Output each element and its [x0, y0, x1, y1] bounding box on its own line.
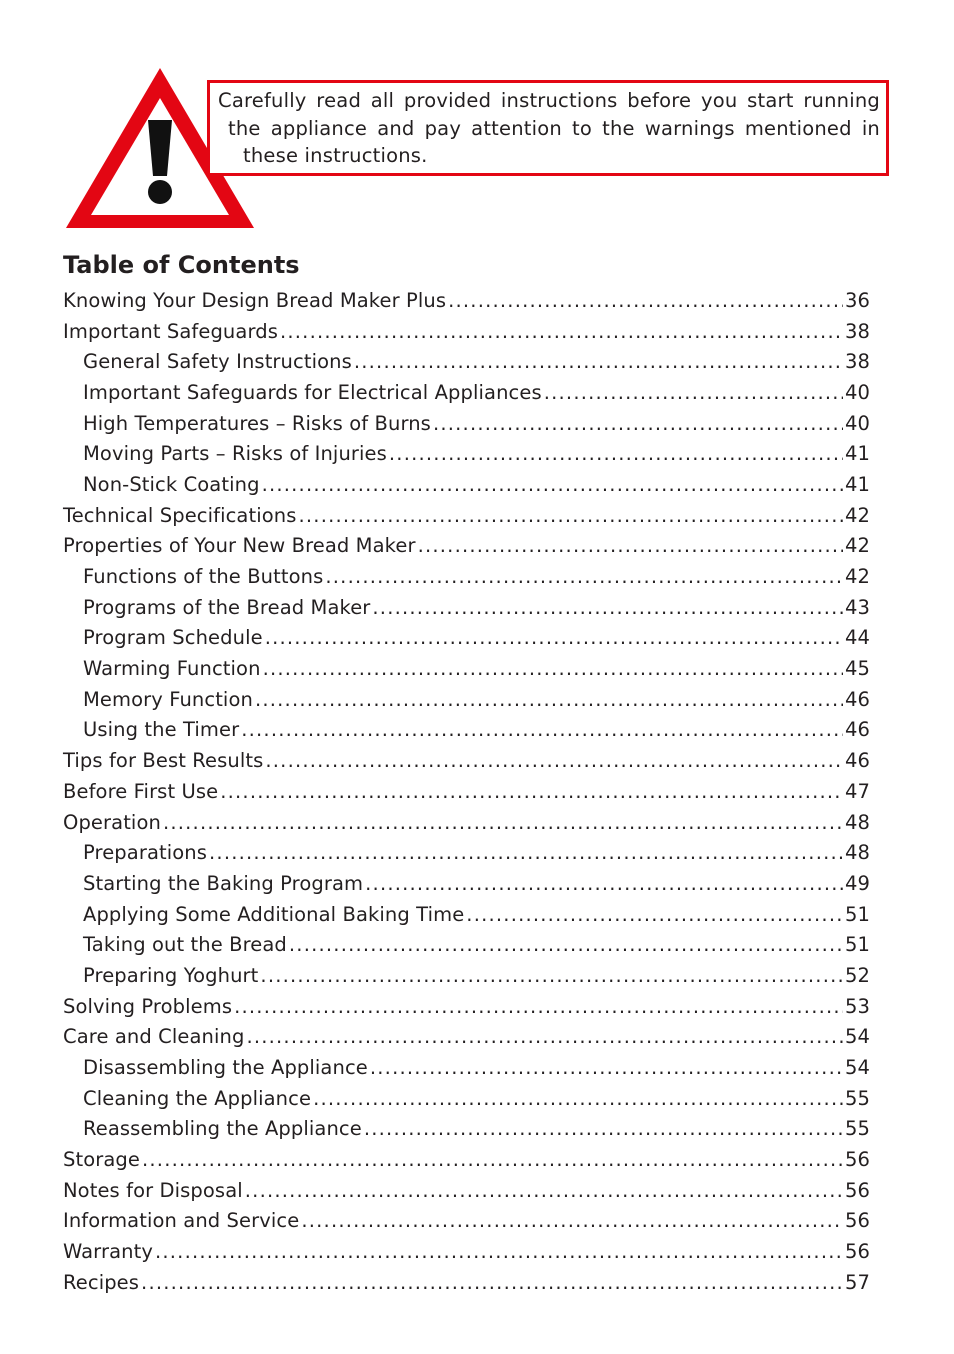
toc-entry-label: Program Schedule [83, 626, 263, 650]
table-of-contents [63, 285, 870, 1298]
toc-entry-page: 43 [844, 595, 870, 619]
toc-entry-label: Knowing Your Design Bread Maker Plus [63, 288, 447, 312]
toc-entry-label: Important Safeguards for Electrical Appliances [83, 380, 542, 404]
toc-entry-page: 49 [844, 871, 870, 895]
toc-dot-leader [365, 872, 843, 895]
toc-entry-page: 56 [844, 1178, 870, 1202]
toc-entry-label: Tips for Best Results [63, 749, 264, 773]
toc-entry-page: 56 [844, 1148, 870, 1172]
toc-entry[interactable] [63, 868, 870, 899]
toc-entry-label: Preparing Yoghurt [83, 963, 259, 987]
toc-entry-page: 40 [844, 411, 870, 435]
toc-dot-leader [255, 688, 843, 711]
toc-entry-page: 57 [844, 1270, 870, 1294]
toc-entry-page: 42 [844, 503, 870, 527]
toc-dot-leader [241, 718, 843, 741]
toc-entry-page: 51 [844, 902, 870, 926]
toc-entry-page: 36 [844, 288, 870, 312]
toc-dot-leader [354, 350, 843, 373]
toc-entry[interactable] [63, 285, 870, 316]
toc-entry-label: Care and Cleaning [63, 1025, 245, 1049]
toc-entry-page: 51 [844, 933, 870, 957]
toc-entry[interactable] [63, 899, 870, 930]
toc-entry-page: 55 [844, 1086, 870, 1110]
toc-dot-leader [155, 1240, 843, 1263]
toc-entry-label: Before First Use [63, 779, 219, 803]
toc-entry-page: 56 [844, 1240, 870, 1264]
toc-entry[interactable] [63, 1206, 870, 1237]
toc-entry[interactable] [63, 1267, 870, 1298]
toc-entry-page: 42 [844, 565, 870, 589]
toc-entry[interactable] [63, 960, 870, 991]
toc-entry-page: 38 [844, 319, 870, 343]
toc-entry-page: 46 [844, 687, 870, 711]
toc-entry[interactable] [63, 377, 870, 408]
warning-line-2: the appliance and pay attention to the warnings mentioned in [228, 116, 880, 140]
toc-entry-label: Technical Specifications [63, 503, 297, 527]
toc-entry[interactable] [63, 438, 870, 469]
toc-dot-leader [325, 565, 843, 588]
toc-dot-leader [246, 1025, 843, 1048]
toc-entry[interactable] [63, 316, 870, 347]
toc-dot-leader [263, 657, 843, 680]
toc-entry-page: 44 [844, 626, 870, 650]
toc-entry-label: Notes for Disposal [63, 1178, 243, 1202]
toc-entry-page: 40 [844, 380, 870, 404]
toc-dot-leader [262, 473, 843, 496]
warning-notice [207, 80, 889, 176]
toc-dot-leader [299, 504, 843, 527]
toc-dot-leader [448, 289, 843, 312]
toc-entry[interactable] [63, 653, 870, 684]
toc-dot-leader [265, 749, 843, 772]
toc-dot-leader [433, 412, 843, 435]
toc-entry-label: Storage [63, 1148, 140, 1172]
toc-entry-page: 55 [844, 1117, 870, 1141]
toc-entry-label: Disassembling the Appliance [83, 1056, 368, 1080]
toc-entry[interactable] [63, 1083, 870, 1114]
toc-entry-label: Applying Some Additional Baking Time [83, 902, 465, 926]
toc-entry[interactable] [63, 561, 870, 592]
toc-entry-label: Preparations [83, 841, 208, 865]
toc-entry-label: Using the Timer [83, 718, 240, 742]
toc-entry-label: Non-Stick Coating [83, 472, 260, 496]
toc-entry-label: Moving Parts – Risks of Injuries [83, 442, 387, 466]
toc-entry[interactable] [63, 469, 870, 500]
toc-entry-label: Solving Problems [63, 994, 233, 1018]
toc-dot-leader [141, 1271, 843, 1294]
toc-entry-label: Programs of the Bread Maker [83, 595, 371, 619]
toc-entry[interactable] [63, 1114, 870, 1145]
toc-dot-leader [389, 442, 843, 465]
toc-dot-leader [260, 964, 843, 987]
toc-dot-leader [466, 903, 843, 926]
warning-line-3: these instructions. [243, 144, 428, 167]
toc-entry-page: 56 [844, 1209, 870, 1233]
toc-entry-label: High Temperatures – Risks of Burns [83, 411, 431, 435]
toc-entry-page: 48 [844, 841, 870, 865]
toc-dot-leader [372, 596, 843, 619]
toc-dot-leader [301, 1209, 843, 1232]
toc-entry[interactable] [63, 623, 870, 654]
toc-entry-label: Operation [63, 810, 161, 834]
toc-entry-label: Reassembling the Appliance [83, 1117, 362, 1141]
toc-entry-label: Memory Function [83, 687, 253, 711]
toc-entry-label: Important Safeguards [63, 319, 278, 343]
toc-entry-label: Taking out the Bread [83, 933, 287, 957]
toc-entry-page: 47 [844, 779, 870, 803]
toc-entry-label: Warming Function [83, 657, 261, 681]
toc-dot-leader [364, 1117, 843, 1140]
toc-entry-label: General Safety Instructions [83, 350, 352, 374]
toc-entry[interactable] [63, 531, 870, 562]
toc-entry[interactable] [63, 929, 870, 960]
toc-entry[interactable] [63, 408, 870, 439]
toc-dot-leader [234, 995, 843, 1018]
toc-dot-leader [220, 780, 843, 803]
warning-line-1: Carefully read all provided instructions before you start running [218, 89, 880, 112]
toc-entry-label: Starting the Baking Program [83, 871, 364, 895]
toc-entry-page: 42 [844, 534, 870, 558]
toc-entry-label: Functions of the Buttons [83, 565, 324, 589]
toc-entry[interactable] [63, 776, 870, 807]
toc-entry[interactable] [63, 346, 870, 377]
toc-entry-page: 46 [844, 749, 870, 773]
toc-entry[interactable] [63, 745, 870, 776]
toc-entry-page: 48 [844, 810, 870, 834]
toc-dot-leader [245, 1179, 843, 1202]
warning-text [218, 87, 880, 170]
toc-entry-page: 54 [844, 1025, 870, 1049]
toc-entry[interactable] [63, 715, 870, 746]
toc-entry[interactable] [63, 1144, 870, 1175]
toc-dot-leader [209, 841, 843, 864]
toc-entry[interactable] [63, 592, 870, 623]
toc-dot-leader [544, 381, 843, 404]
toc-entry-page: 41 [844, 472, 870, 496]
toc-dot-leader [280, 320, 843, 343]
toc-entry-label: Information and Service [63, 1209, 300, 1233]
toc-entry[interactable] [63, 1022, 870, 1053]
toc-entry-page: 54 [844, 1056, 870, 1080]
toc-entry[interactable] [63, 991, 870, 1022]
toc-entry-label: Recipes [63, 1270, 140, 1294]
toc-entry[interactable] [63, 1236, 870, 1267]
toc-entry[interactable] [63, 1175, 870, 1206]
toc-entry-label: Warranty [63, 1240, 153, 1264]
toc-entry[interactable] [63, 684, 870, 715]
toc-entry[interactable] [63, 1052, 870, 1083]
toc-dot-leader [289, 933, 843, 956]
toc-entry[interactable] [63, 807, 870, 838]
toc-dot-leader [418, 534, 843, 557]
toc-entry[interactable] [63, 500, 870, 531]
toc-entry[interactable] [63, 837, 870, 868]
toc-dot-leader [163, 811, 843, 834]
toc-entry-page: 52 [844, 963, 870, 987]
toc-dot-leader [142, 1148, 843, 1171]
toc-dot-leader [313, 1087, 843, 1110]
toc-dot-leader [370, 1056, 843, 1079]
toc-entry-page: 46 [844, 718, 870, 742]
toc-entry-page: 45 [844, 657, 870, 681]
toc-entry-label: Cleaning the Appliance [83, 1086, 312, 1110]
toc-title: Table of Contents [63, 251, 300, 279]
toc-entry-page: 41 [844, 442, 870, 466]
toc-entry-label: Properties of Your New Bread Maker [63, 534, 416, 558]
toc-dot-leader [265, 626, 843, 649]
toc-entry-page: 38 [844, 350, 870, 374]
toc-entry-page: 53 [844, 994, 870, 1018]
